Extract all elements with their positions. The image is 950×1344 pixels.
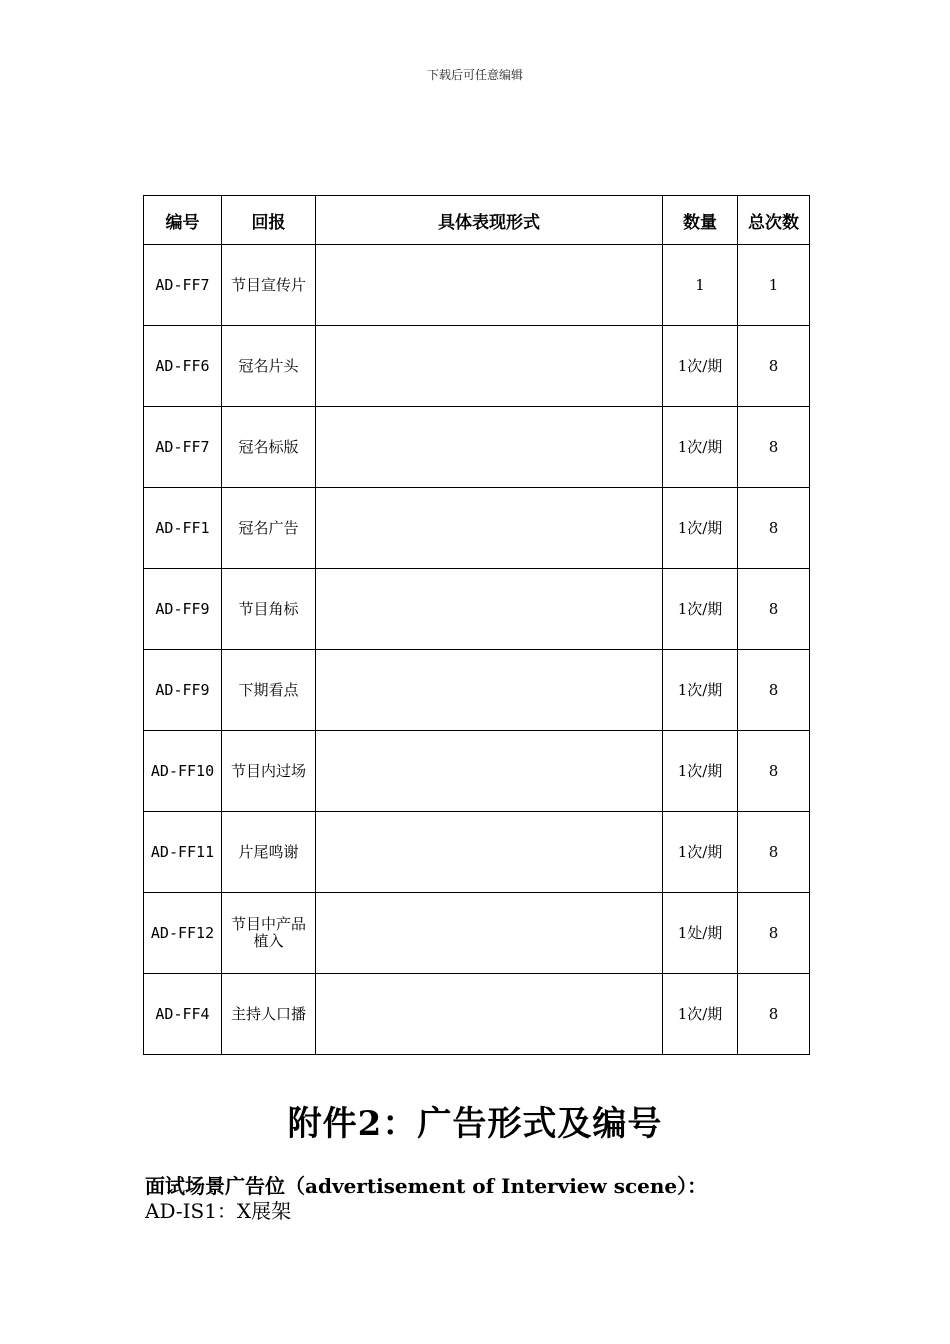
header-item: 回报 [222, 196, 316, 245]
cell-form [316, 731, 663, 812]
table-row [144, 245, 810, 326]
table-row [144, 893, 810, 974]
cell-total: 8 [738, 731, 810, 812]
cell-code: AD-FF7 [144, 407, 222, 488]
sponsorship-table [143, 195, 810, 1055]
cell-qty: 1处/期 [663, 893, 738, 974]
header-form: 具体表现形式 [316, 196, 663, 245]
cell-form [316, 569, 663, 650]
cell-form [316, 893, 663, 974]
cell-item: 片尾鸣谢 [222, 812, 316, 893]
cell-code: AD-FF1 [144, 488, 222, 569]
header-note: 下载后可任意编辑 [426, 68, 523, 82]
cell-total: 8 [738, 488, 810, 569]
section-item: AD-IS1：X展架 [145, 1199, 292, 1223]
cell-total: 1 [738, 245, 810, 326]
cell-total: 8 [738, 407, 810, 488]
cell-item: 节目宣传片 [222, 245, 316, 326]
cell-qty: 1次/期 [663, 488, 738, 569]
header-code: 编号 [144, 196, 222, 245]
cell-qty: 1次/期 [663, 569, 738, 650]
cell-code: AD-FF11 [144, 812, 222, 893]
cell-total: 8 [738, 650, 810, 731]
table-row [144, 326, 810, 407]
cell-item: 节目中产品植入 [222, 893, 316, 974]
cell-item: 冠名片头 [222, 326, 316, 407]
cell-qty: 1次/期 [663, 974, 738, 1055]
cell-qty: 1次/期 [663, 326, 738, 407]
cell-code: AD-FF7 [144, 245, 222, 326]
cell-item: 节目内过场 [222, 731, 316, 812]
cell-code: AD-FF4 [144, 974, 222, 1055]
cell-form [316, 812, 663, 893]
table-row [144, 812, 810, 893]
table-row [144, 488, 810, 569]
section-heading: 面试场景广告位（advertisement of Interview scene）： [145, 1174, 708, 1198]
cell-form [316, 326, 663, 407]
cell-code: AD-FF10 [144, 731, 222, 812]
cell-total: 8 [738, 812, 810, 893]
cell-item: 主持人口播 [222, 974, 316, 1055]
cell-code: AD-FF9 [144, 650, 222, 731]
table-header-row [144, 196, 810, 245]
cell-form [316, 974, 663, 1055]
cell-total: 8 [738, 974, 810, 1055]
cell-total: 8 [738, 569, 810, 650]
table-row [144, 569, 810, 650]
cell-qty: 1次/期 [663, 650, 738, 731]
cell-item: 下期看点 [222, 650, 316, 731]
cell-item: 冠名广告 [222, 488, 316, 569]
header-total: 总次数 [738, 196, 810, 245]
cell-qty: 1次/期 [663, 812, 738, 893]
table-row [144, 731, 810, 812]
table-row [144, 974, 810, 1055]
cell-form [316, 650, 663, 731]
cell-total: 8 [738, 893, 810, 974]
cell-total: 8 [738, 326, 810, 407]
table-row [144, 407, 810, 488]
cell-item: 冠名标版 [222, 407, 316, 488]
cell-code: AD-FF9 [144, 569, 222, 650]
cell-code: AD-FF6 [144, 326, 222, 407]
attachment-title: 附件2：广告形式及编号 [287, 1104, 663, 1144]
table-row [144, 650, 810, 731]
cell-form [316, 245, 663, 326]
cell-qty: 1 [663, 245, 738, 326]
cell-qty: 1次/期 [663, 407, 738, 488]
cell-item: 节目角标 [222, 569, 316, 650]
cell-form [316, 488, 663, 569]
cell-code: AD-FF12 [144, 893, 222, 974]
cell-qty: 1次/期 [663, 731, 738, 812]
header-qty: 数量 [663, 196, 738, 245]
cell-form [316, 407, 663, 488]
